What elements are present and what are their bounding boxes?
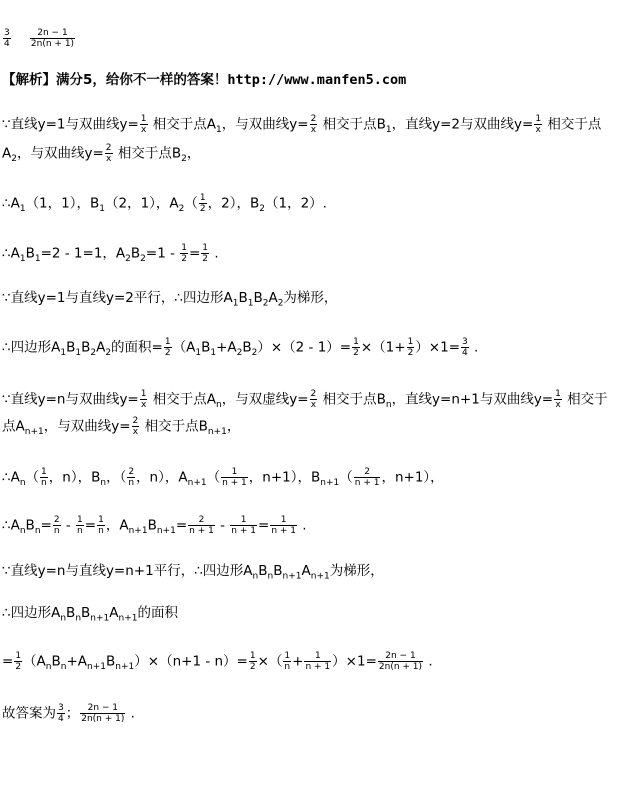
fraction: $\frac{2n - 1}{2n(n + 1)}$ bbox=[81, 703, 125, 724]
fraction: $\frac{2}{x}$ bbox=[310, 389, 317, 410]
solution-line-2: $A_2$，与双曲线y= $\frac{2}{x}$ 相交于点$B_2$， bbox=[2, 143, 201, 165]
solution-line-9: $\therefore A_n$（ $\frac{1}{n}$ ，n），$B_n$，（ $\frac{2}{n}$ ，n），$A_{n+1}$（ $\frac{1}{n + 1}$ ，n+1），$B_{n+1}$（ $\frac{2}{n + 1}$ ，n+1）， bbox=[2, 467, 444, 489]
fraction: $\frac{1}{x}$ bbox=[140, 114, 147, 135]
fraction: $\frac{1}{n + 1}$ bbox=[305, 651, 331, 672]
fraction: $\frac{1}{n}$ bbox=[98, 515, 104, 536]
solution-line-10: $\therefore A_nB_n=$ $\frac{2}{n}$ - $\frac{1}{n}$ = $\frac{1}{n}$ ，$A_{n+1}B_{n+1}=$ $\frac{2}{n + 1}$ - $\frac{1}{n + 1}$ = $\frac{1}{n + 1}$ . bbox=[2, 515, 307, 537]
fraction: $\frac{1}{x}$ bbox=[555, 389, 561, 410]
fraction: $\frac{1}{2}$ bbox=[249, 651, 256, 672]
fraction: $\frac{3}{4}$ bbox=[4, 28, 10, 49]
fraction: $\frac{2}{n + 1}$ bbox=[189, 515, 214, 536]
final-answer-line: 故答案为 $\frac{3}{4}$ ； $\frac{2n - 1}{2n(n + 1)}$ . bbox=[2, 703, 135, 724]
solution-line-6: ∴四边形$A_1B_1B_2A_2$的面积= $\frac{1}{2}$ $(A_1B_1+A_2B_2)\times(2 - 1)=$ $\frac{1}{2}$ ×（1+ $\frac{1}{2}$ ）×1= $\frac{3}{4}$ . bbox=[2, 337, 479, 359]
fraction: $\frac{1}{n}$ bbox=[41, 467, 47, 488]
fraction: $\frac{3}{4}$ bbox=[58, 703, 64, 724]
fraction: $\frac{1}{2}$ bbox=[199, 193, 206, 214]
solution-line-12: ∴四边形$A_nB_nB_{n+1}A_{n+1}$的面积 bbox=[2, 605, 179, 624]
fraction: $\frac{1}{2}$ bbox=[202, 243, 209, 264]
fraction: $\frac{2}{n}$ bbox=[53, 515, 60, 536]
fraction: $\frac{2}{x}$ bbox=[132, 416, 139, 437]
solution-line-3: $\therefore A_1(1$，1），$B_1(2$，1），$A_2$（ $\frac{1}{2}$ ，2），$B_2(1$，2）. bbox=[2, 193, 327, 215]
fraction: $\frac{2n - 1}{2n(n + 1)}$ bbox=[30, 28, 75, 49]
solution-line-4: $\therefore A_1B_1=2 - 1=1$，$A_2B_2=1$ - $\frac{1}{2}$ = $\frac{1}{2}$ . bbox=[2, 243, 219, 265]
fraction: $\frac{2}{x}$ bbox=[105, 143, 112, 164]
solution-line-13: = $\frac{1}{2}$ $(A_nB_n+A_{n+1}B_{n+1})\times(n+1 - n)=$ $\frac{1}{2}$ ×（ $\frac{1}{n}$ + $\frac{1}{n + 1}$ ）×1= $\frac{2n - 1}{2n(n + 1)}$ . bbox=[2, 651, 433, 673]
solution-line-7: ∵直线y=n与双曲线y= $\frac{1}{x}$ 相交于点$A_n$，与双虚线y= $\frac{2}{x}$ 相交于点$B_n$，直线y=n+1与双曲线y= $\frac{1}{x}$ 相交于 bbox=[2, 389, 608, 411]
fraction: $\frac{1}{n + 1}$ bbox=[271, 515, 297, 536]
fraction: $\frac{2}{x}$ bbox=[310, 114, 317, 135]
fraction: $\frac{1}{2}$ bbox=[164, 337, 171, 358]
fraction: $\frac{1}{x}$ bbox=[535, 114, 542, 135]
fraction: $\frac{1}{n + 1}$ bbox=[231, 515, 256, 536]
fraction: $\frac{1}{2}$ bbox=[15, 651, 22, 672]
fraction: $\frac{1}{x}$ bbox=[140, 389, 147, 410]
fraction: $\frac{1}{2}$ bbox=[353, 337, 359, 358]
solution-line-8: 点$A_{n+1}$，与双曲线y= $\frac{2}{x}$ 相交于点$B_{n+1}$， bbox=[2, 416, 241, 438]
analysis-tag: 【解析】 bbox=[2, 72, 56, 88]
fraction: $\frac{3}{4}$ bbox=[462, 337, 468, 358]
fraction: $\frac{1}{2}$ bbox=[181, 243, 187, 264]
fraction: $\frac{1}{n}$ bbox=[77, 515, 83, 536]
fraction: $\frac{1}{n}$ bbox=[284, 651, 291, 672]
site-url: http://www.manfen5.com bbox=[227, 72, 407, 88]
fraction: $\frac{1}{2}$ bbox=[407, 337, 414, 358]
solution-line-11: ∵直线y=n与直线y=n+1平行，∴四边形$A_nB_nB_{n+1}A_{n+1}$为梯形， bbox=[2, 563, 384, 582]
header-text: 满分5，给你不一样的答案！ bbox=[56, 72, 228, 88]
fraction: $\frac{2n - 1}{2n(n + 1)}$ bbox=[378, 651, 423, 672]
fraction: $\frac{2}{n + 1}$ bbox=[354, 467, 380, 488]
fraction: $\frac{2}{n}$ bbox=[128, 467, 135, 488]
fraction: $\frac{1}{n + 1}$ bbox=[222, 467, 247, 488]
solution-line-1: ∵直线y=1与双曲线y= $\frac{1}{x}$ 相交于点$A_1$，与双曲线y= $\frac{2}{x}$ 相交于点$B_1$，直线y=2与双曲线y= $\frac{1}{x}$ 相交于点 bbox=[2, 114, 602, 136]
analysis-header bbox=[2, 70, 406, 90]
top-answer bbox=[2, 28, 76, 49]
solution-line-5: ∵直线y=1与直线y=2平行，∴四边形$A_1B_1B_2A_2$为梯形， bbox=[2, 290, 338, 309]
